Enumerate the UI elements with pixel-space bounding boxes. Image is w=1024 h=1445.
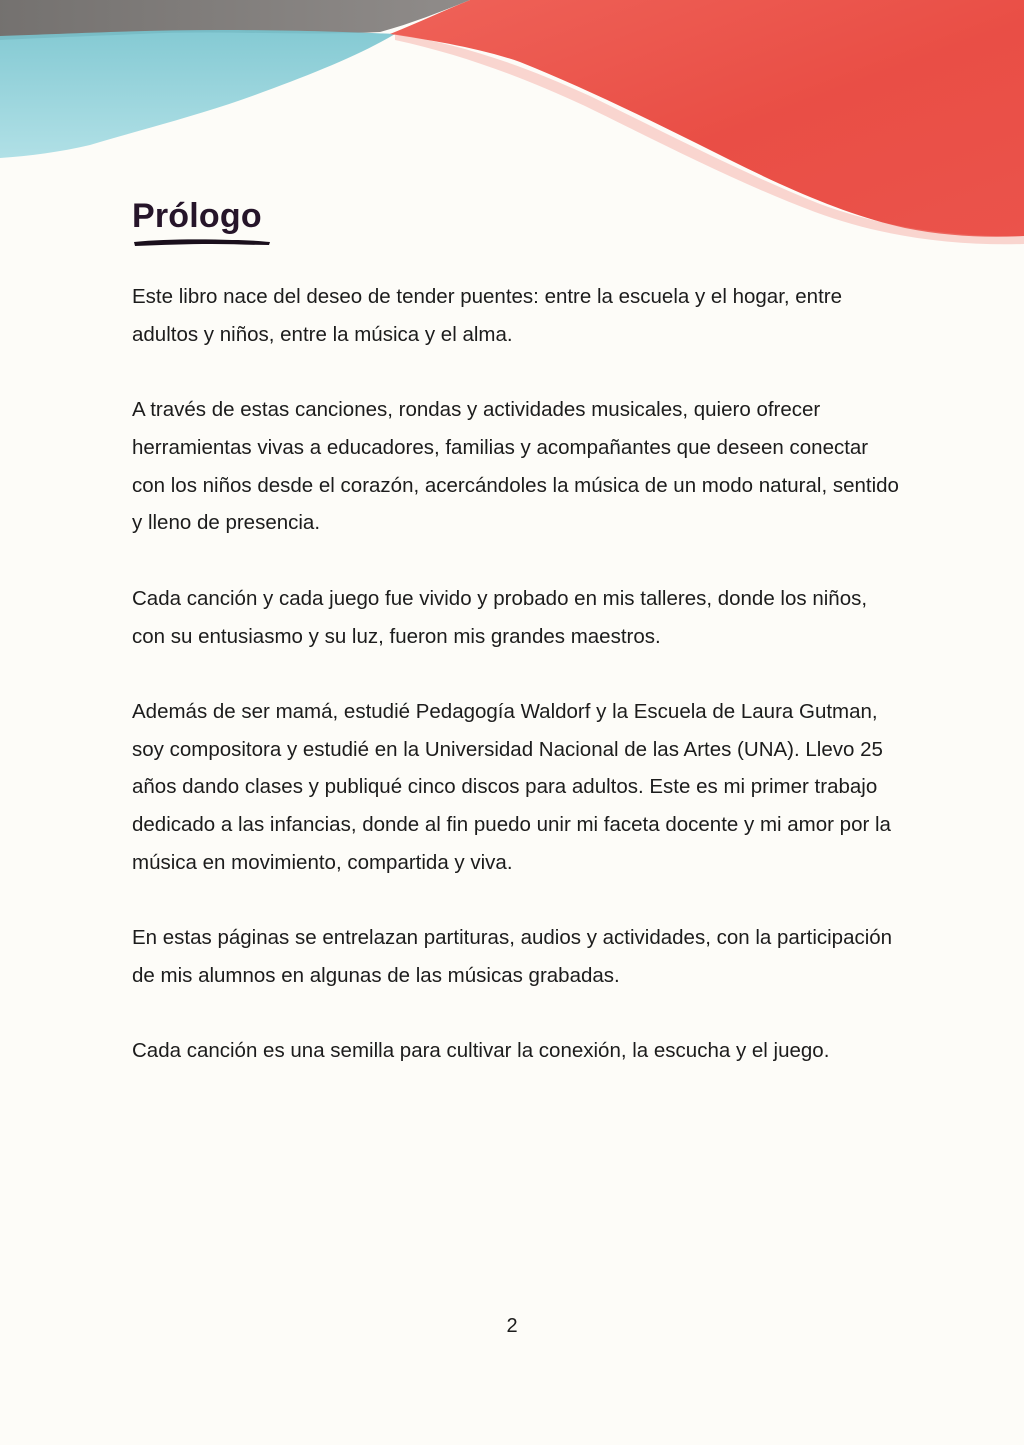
page-title: Prólogo [132, 197, 262, 235]
paragraph: En estas páginas se entrelazan partituras, audios y actividades, con la participación de mis alumnos en algunas de las músicas grabadas. [132, 926, 893, 988]
paragraph: Además de ser mamá, estudié Pedagogía Waldorf y la Escuela de Laura Gutman, soy compositora y estudié en la Universidad Nacional de las Artes (UNA). Llevo 25 años dando clases y publiqué cinco discos para adultos. Este es mi primer trabajo dedicado a las infancias, donde al fin puedo unir mi faceta docente y mi amor por la música en movimiento, compartida y viva. [132, 699, 891, 875]
prologue-body [132, 278, 902, 1108]
paragraph: A través de estas canciones, rondas y actividades musicales, quiero ofrecer herramientas vivas a educadores, familias y acompañantes que deseen conectar con los niños desde el corazón, acercándoles la música de un modo natural, sentido y lleno de presencia. [132, 398, 899, 535]
title-brush-underline [132, 234, 272, 248]
paragraph: Cada canción y cada juego fue vivido y probado en mis talleres, donde los niños, con su entusiasmo y su luz, fueron mis grandes maestros. [132, 586, 868, 648]
paragraph: Este libro nace del deseo de tender puentes: entre la escuela y el hogar, entre adultos y niños, entre la música y el alma. [132, 285, 843, 346]
page-number: 2 [506, 1315, 518, 1337]
heading-block [132, 190, 262, 242]
paragraph: Cada canción es una semilla para cultivar la conexión, la escucha y el juego. [132, 1039, 830, 1063]
